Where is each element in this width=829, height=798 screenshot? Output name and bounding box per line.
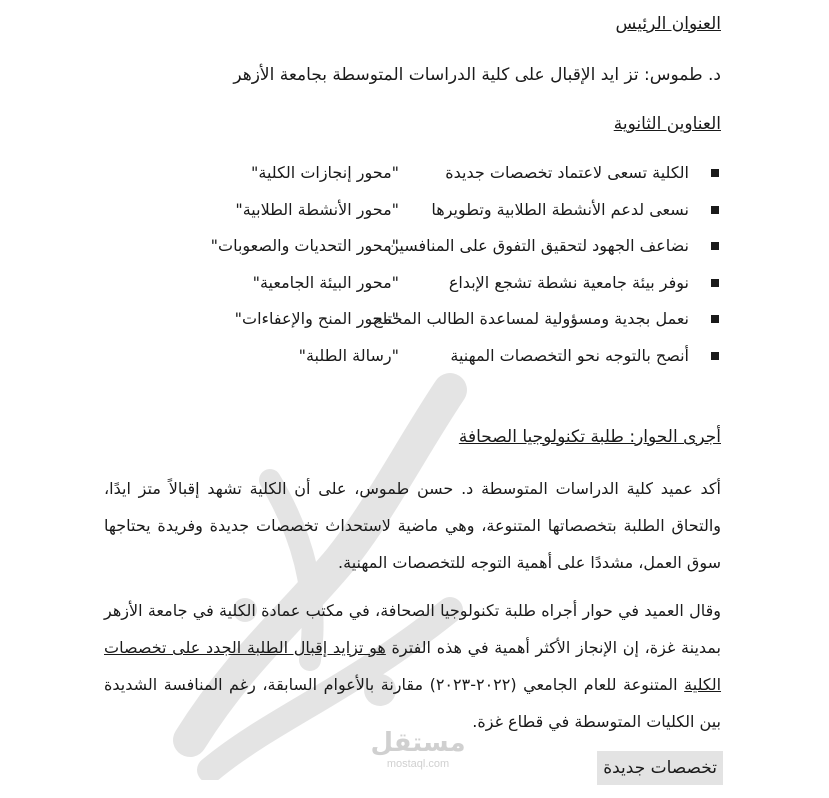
main-headline: د. طموس: تز ايد الإقبال على كلية الدراسات المتوسطة بجامعة الأزهر <box>233 65 721 85</box>
subheading-item <box>99 306 719 343</box>
square-bullet-icon <box>711 315 719 323</box>
subheading-axis: "محور البيئة الجامعية" <box>252 272 399 292</box>
body-paragraph-1: أكد عميد كلية الدراسات المتوسطة د. حسن طموس، على أن الكلية تشهد إقبالاً متز ايدًا، والتحاق الطلبة بتخصصاتها المتنوعة، وهي ماضية لاستحداث تخصصات جديدة وفريدة يحتاجها سوق العمل، مشددًا على أهمية التوجه للتخصصات المهنية. <box>104 479 721 572</box>
body-paragraph-2 <box>104 592 721 740</box>
square-bullet-icon <box>711 352 719 360</box>
square-bullet-icon <box>711 169 719 177</box>
section-heading: تخصصات جديدة <box>597 751 723 785</box>
square-bullet-icon <box>711 242 719 250</box>
interview-credit: أجرى الحوار: طلبة تكنولوجيا الصحافة <box>458 427 721 447</box>
subheading-text: نعمل بجدية ومسؤولية لمساعدة الطالب المحتاج <box>372 309 689 328</box>
subheading-axis: "محور إنجازات الكلية" <box>251 163 399 182</box>
subheading-text: نضاعف الجهود لتحقيق التفوق على المنافسين <box>387 236 689 255</box>
subheading-item <box>99 270 719 307</box>
paragraph-2-underlined: هو تزايد إقبال الطلبة الجدد على تخصصات الكلية <box>104 638 722 694</box>
subheading-item <box>99 197 719 234</box>
paragraph-2-end: المتنوعة للعام الجامعي (٢٠٢٢-٢٠٢٣) مقارنة بالأعوام السابقة، رغم المنافسة الشديدة بين الكليات المتوسطة في قطاع غزة. <box>104 675 721 731</box>
mostaql-logo-url: mostaql.com <box>386 758 450 770</box>
square-bullet-icon <box>711 206 719 214</box>
subheading-axis: "محور المنح والإعفاءات" <box>234 309 399 328</box>
subheadings-label: العناوين الثانوية <box>613 114 721 134</box>
paragraph-2-start: وقال العميد في حوار أجراه طلبة تكنولوجيا الصحافة، في مكتب عمادة الكلية في جامعة الأزهر بمدينة غزة، إن الإنجاز الأكثر أهمية في هذه الفترة <box>104 601 721 657</box>
subheading-axis: "رسالة الطلبة" <box>298 345 399 365</box>
subheading-axis: "محور الأنشطة الطلابية" <box>235 199 399 219</box>
subheading-text: نوفر بيئة جامعية نشطة تشجع الإبداع <box>448 272 689 292</box>
subheading-item <box>99 343 719 380</box>
subheading-text: أنصح بالتوجه نحو التخصصات المهنية <box>450 345 689 365</box>
subheading-axis: "محور التحديات والصعوبات" <box>210 236 399 255</box>
main-title-label: العنوان الرئيس <box>615 14 721 34</box>
subheading-item <box>99 233 719 270</box>
subheading-item <box>99 160 719 197</box>
mostaql-logo-arabic: مستقل <box>370 728 466 758</box>
subheading-text: الكلية تسعى لاعتماد تخصصات جديدة <box>445 163 689 182</box>
subheading-text: نسعى لدعم الأنشطة الطلابية وتطويرها <box>431 199 689 219</box>
square-bullet-icon <box>711 279 719 287</box>
subheadings-list <box>99 160 719 379</box>
